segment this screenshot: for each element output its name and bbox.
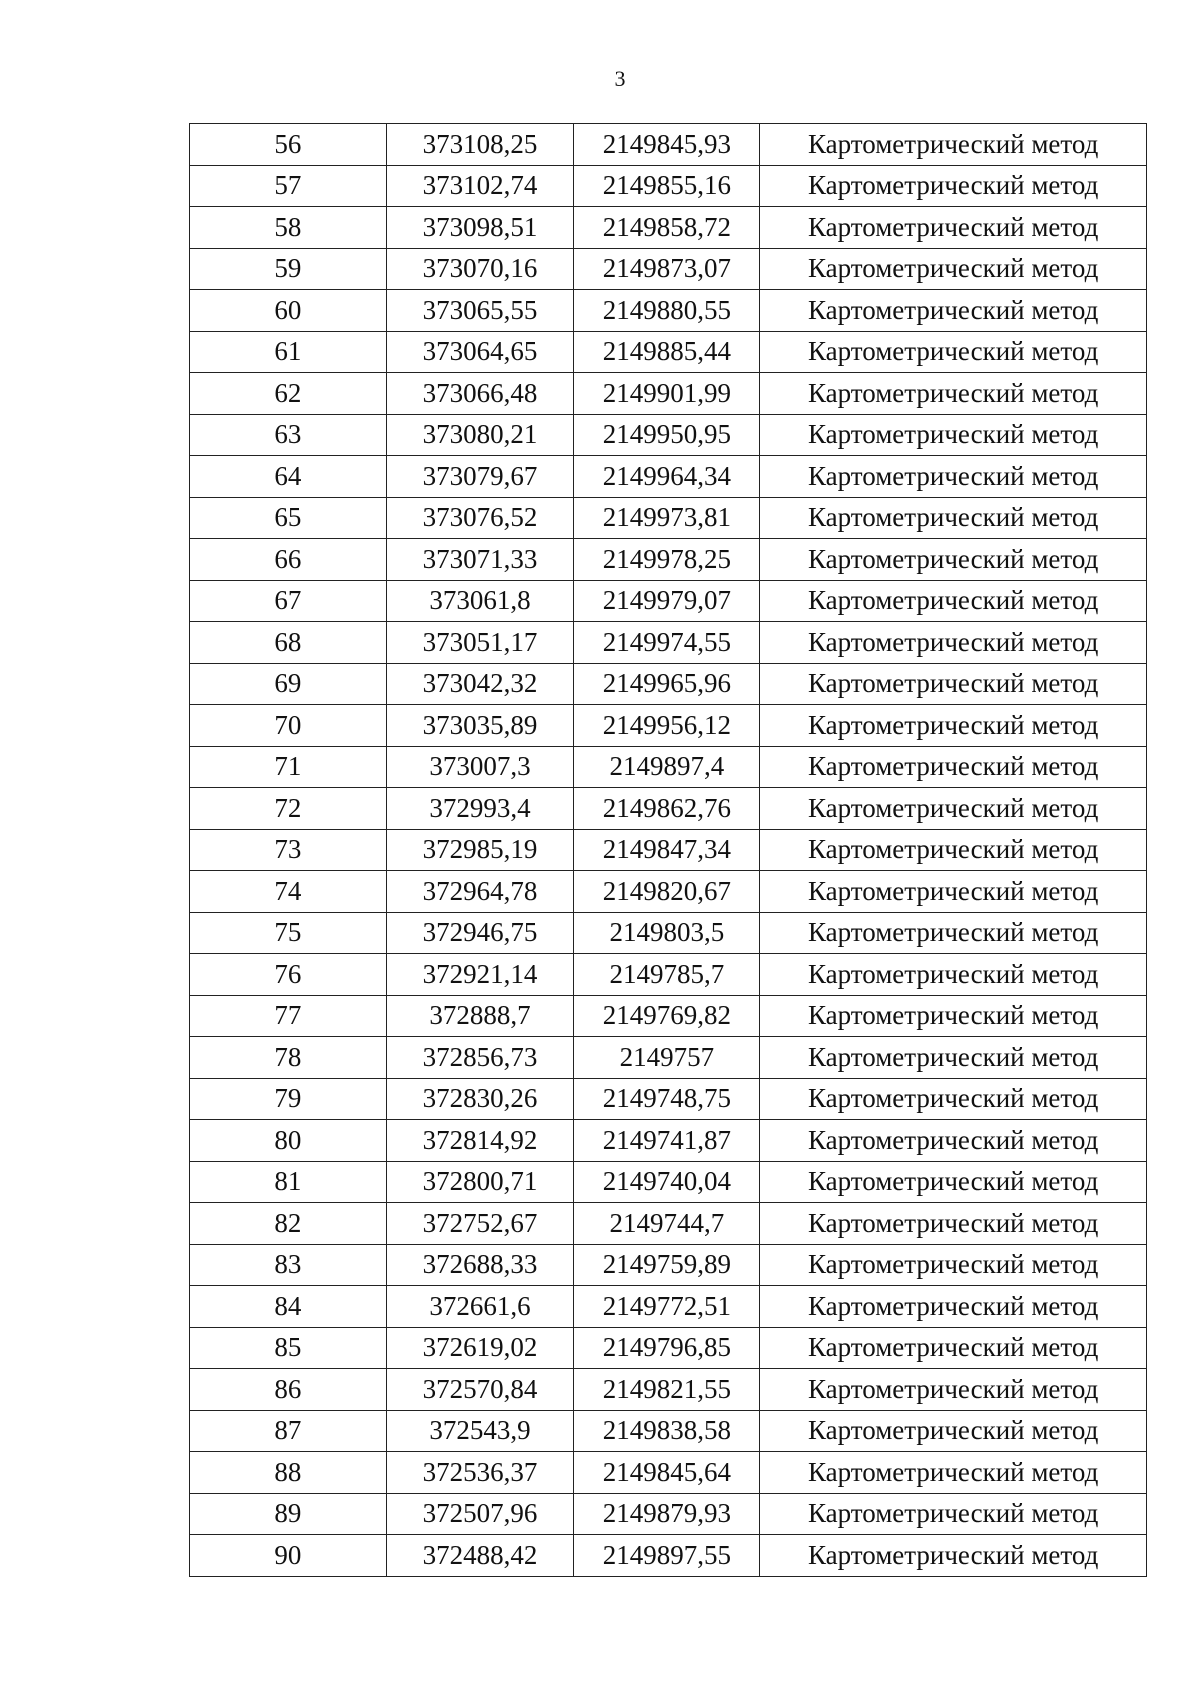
method-cell: Картометрический метод [760, 663, 1147, 705]
method-cell: Картометрический метод [760, 1327, 1147, 1369]
method-cell: Картометрический метод [760, 248, 1147, 290]
method-cell: Картометрический метод [760, 1078, 1147, 1120]
y-coordinate-cell: 2149796,85 [574, 1327, 760, 1369]
y-coordinate-cell: 2149772,51 [574, 1286, 760, 1328]
y-coordinate-cell: 2149979,07 [574, 580, 760, 622]
table-row [190, 1244, 1147, 1286]
table-row [190, 705, 1147, 747]
table-row [190, 829, 1147, 871]
point-number-cell: 73 [190, 829, 387, 871]
table-row [190, 995, 1147, 1037]
x-coordinate-cell: 372619,02 [386, 1327, 574, 1369]
table-row [190, 912, 1147, 954]
method-cell: Картометрический метод [760, 1452, 1147, 1494]
y-coordinate-cell: 2149845,64 [574, 1452, 760, 1494]
y-coordinate-cell: 2149838,58 [574, 1410, 760, 1452]
y-coordinate-cell: 2149873,07 [574, 248, 760, 290]
method-cell: Картометрический метод [760, 1037, 1147, 1079]
x-coordinate-cell: 372688,33 [386, 1244, 574, 1286]
point-number-cell: 58 [190, 207, 387, 249]
method-cell: Картометрический метод [760, 165, 1147, 207]
x-coordinate-cell: 372964,78 [386, 871, 574, 913]
method-cell: Картометрический метод [760, 124, 1147, 166]
x-coordinate-cell: 372570,84 [386, 1369, 574, 1411]
method-cell: Картометрический метод [760, 871, 1147, 913]
y-coordinate-cell: 2149803,5 [574, 912, 760, 954]
x-coordinate-cell: 373051,17 [386, 622, 574, 664]
point-number-cell: 77 [190, 995, 387, 1037]
x-coordinate-cell: 372507,96 [386, 1493, 574, 1535]
point-number-cell: 74 [190, 871, 387, 913]
page-number: 3 [614, 66, 626, 91]
point-number-cell: 60 [190, 290, 387, 332]
table-row [190, 1452, 1147, 1494]
y-coordinate-cell: 2149974,55 [574, 622, 760, 664]
point-number-cell: 66 [190, 539, 387, 581]
y-coordinate-cell: 2149880,55 [574, 290, 760, 332]
y-coordinate-cell: 2149956,12 [574, 705, 760, 747]
table-row [190, 1161, 1147, 1203]
point-number-cell: 68 [190, 622, 387, 664]
x-coordinate-cell: 373007,3 [386, 746, 574, 788]
x-coordinate-cell: 373070,16 [386, 248, 574, 290]
method-cell: Картометрический метод [760, 207, 1147, 249]
y-coordinate-cell: 2149901,99 [574, 373, 760, 415]
x-coordinate-cell: 372985,19 [386, 829, 574, 871]
y-coordinate-cell: 2149821,55 [574, 1369, 760, 1411]
point-number-cell: 86 [190, 1369, 387, 1411]
y-coordinate-cell: 2149847,34 [574, 829, 760, 871]
table-row [190, 1037, 1147, 1079]
point-number-cell: 61 [190, 331, 387, 373]
table-row [190, 207, 1147, 249]
y-coordinate-cell: 2149858,72 [574, 207, 760, 249]
method-cell: Картометрический метод [760, 1286, 1147, 1328]
point-number-cell: 81 [190, 1161, 387, 1203]
y-coordinate-cell: 2149845,93 [574, 124, 760, 166]
x-coordinate-cell: 372921,14 [386, 954, 574, 996]
method-cell: Картометрический метод [760, 1161, 1147, 1203]
method-cell: Картометрический метод [760, 290, 1147, 332]
y-coordinate-cell: 2149744,7 [574, 1203, 760, 1245]
table-row [190, 456, 1147, 498]
y-coordinate-cell: 2149973,81 [574, 497, 760, 539]
point-number-cell: 83 [190, 1244, 387, 1286]
table-row [190, 248, 1147, 290]
point-number-cell: 59 [190, 248, 387, 290]
x-coordinate-cell: 372993,4 [386, 788, 574, 830]
x-coordinate-cell: 373080,21 [386, 414, 574, 456]
y-coordinate-cell: 2149950,95 [574, 414, 760, 456]
point-number-cell: 70 [190, 705, 387, 747]
x-coordinate-cell: 373076,52 [386, 497, 574, 539]
y-coordinate-cell: 2149820,67 [574, 871, 760, 913]
method-cell: Картометрический метод [760, 1369, 1147, 1411]
method-cell: Картометрический метод [760, 995, 1147, 1037]
point-number-cell: 71 [190, 746, 387, 788]
table-row [190, 414, 1147, 456]
table-row [190, 746, 1147, 788]
point-number-cell: 79 [190, 1078, 387, 1120]
x-coordinate-cell: 373042,32 [386, 663, 574, 705]
point-number-cell: 65 [190, 497, 387, 539]
point-number-cell: 57 [190, 165, 387, 207]
method-cell: Картометрический метод [760, 497, 1147, 539]
x-coordinate-cell: 372543,9 [386, 1410, 574, 1452]
x-coordinate-cell: 372856,73 [386, 1037, 574, 1079]
table-row [190, 1286, 1147, 1328]
point-number-cell: 89 [190, 1493, 387, 1535]
method-cell: Картометрический метод [760, 580, 1147, 622]
method-cell: Картометрический метод [760, 788, 1147, 830]
point-number-cell: 78 [190, 1037, 387, 1079]
method-cell: Картометрический метод [760, 954, 1147, 996]
x-coordinate-cell: 373035,89 [386, 705, 574, 747]
table-row [190, 1493, 1147, 1535]
method-cell: Картометрический метод [760, 705, 1147, 747]
point-number-cell: 72 [190, 788, 387, 830]
method-cell: Картометрический метод [760, 1244, 1147, 1286]
y-coordinate-cell: 2149748,75 [574, 1078, 760, 1120]
x-coordinate-cell: 373079,67 [386, 456, 574, 498]
y-coordinate-cell: 2149759,89 [574, 1244, 760, 1286]
point-number-cell: 85 [190, 1327, 387, 1369]
y-coordinate-cell: 2149978,25 [574, 539, 760, 581]
x-coordinate-cell: 373108,25 [386, 124, 574, 166]
y-coordinate-cell: 2149785,7 [574, 954, 760, 996]
y-coordinate-cell: 2149897,55 [574, 1535, 760, 1577]
point-number-cell: 75 [190, 912, 387, 954]
point-number-cell: 56 [190, 124, 387, 166]
point-number-cell: 80 [190, 1120, 387, 1162]
x-coordinate-cell: 372488,42 [386, 1535, 574, 1577]
table-row [190, 663, 1147, 705]
point-number-cell: 84 [190, 1286, 387, 1328]
y-coordinate-cell: 2149879,93 [574, 1493, 760, 1535]
method-cell: Картометрический метод [760, 1493, 1147, 1535]
point-number-cell: 88 [190, 1452, 387, 1494]
table-row [190, 165, 1147, 207]
x-coordinate-cell: 373071,33 [386, 539, 574, 581]
table-row [190, 1327, 1147, 1369]
table-row [190, 1203, 1147, 1245]
y-coordinate-cell: 2149862,76 [574, 788, 760, 830]
table-row [190, 539, 1147, 581]
point-number-cell: 69 [190, 663, 387, 705]
y-coordinate-cell: 2149855,16 [574, 165, 760, 207]
method-cell: Картометрический метод [760, 373, 1147, 415]
method-cell: Картометрический метод [760, 1410, 1147, 1452]
table-row [190, 580, 1147, 622]
table-row [190, 788, 1147, 830]
table-row [190, 1078, 1147, 1120]
table-row [190, 331, 1147, 373]
table-row [190, 871, 1147, 913]
method-cell: Картометрический метод [760, 746, 1147, 788]
coordinates-table-body [190, 124, 1147, 1577]
x-coordinate-cell: 372661,6 [386, 1286, 574, 1328]
method-cell: Картометрический метод [760, 414, 1147, 456]
coordinates-table [189, 123, 1147, 1577]
table-row [190, 1410, 1147, 1452]
x-coordinate-cell: 373064,65 [386, 331, 574, 373]
y-coordinate-cell: 2149897,4 [574, 746, 760, 788]
table-row [190, 290, 1147, 332]
x-coordinate-cell: 373061,8 [386, 580, 574, 622]
x-coordinate-cell: 372536,37 [386, 1452, 574, 1494]
table-row [190, 622, 1147, 664]
table-row [190, 1120, 1147, 1162]
method-cell: Картометрический метод [760, 912, 1147, 954]
method-cell: Картометрический метод [760, 1535, 1147, 1577]
y-coordinate-cell: 2149885,44 [574, 331, 760, 373]
point-number-cell: 64 [190, 456, 387, 498]
x-coordinate-cell: 373065,55 [386, 290, 574, 332]
y-coordinate-cell: 2149741,87 [574, 1120, 760, 1162]
method-cell: Картометрический метод [760, 1120, 1147, 1162]
x-coordinate-cell: 372888,7 [386, 995, 574, 1037]
method-cell: Картометрический метод [760, 456, 1147, 498]
method-cell: Картометрический метод [760, 539, 1147, 581]
x-coordinate-cell: 372946,75 [386, 912, 574, 954]
method-cell: Картометрический метод [760, 1203, 1147, 1245]
y-coordinate-cell: 2149769,82 [574, 995, 760, 1037]
table-row [190, 954, 1147, 996]
method-cell: Картометрический метод [760, 622, 1147, 664]
y-coordinate-cell: 2149964,34 [574, 456, 760, 498]
x-coordinate-cell: 373066,48 [386, 373, 574, 415]
table-row [190, 373, 1147, 415]
point-number-cell: 87 [190, 1410, 387, 1452]
y-coordinate-cell: 2149740,04 [574, 1161, 760, 1203]
table-row [190, 497, 1147, 539]
x-coordinate-cell: 372830,26 [386, 1078, 574, 1120]
x-coordinate-cell: 372752,67 [386, 1203, 574, 1245]
point-number-cell: 90 [190, 1535, 387, 1577]
point-number-cell: 67 [190, 580, 387, 622]
x-coordinate-cell: 373098,51 [386, 207, 574, 249]
y-coordinate-cell: 2149965,96 [574, 663, 760, 705]
y-coordinate-cell: 2149757 [574, 1037, 760, 1079]
table-row [190, 1369, 1147, 1411]
x-coordinate-cell: 372814,92 [386, 1120, 574, 1162]
point-number-cell: 62 [190, 373, 387, 415]
table-row [190, 1535, 1147, 1577]
point-number-cell: 63 [190, 414, 387, 456]
method-cell: Картометрический метод [760, 829, 1147, 871]
x-coordinate-cell: 373102,74 [386, 165, 574, 207]
x-coordinate-cell: 372800,71 [386, 1161, 574, 1203]
table-row [190, 124, 1147, 166]
method-cell: Картометрический метод [760, 331, 1147, 373]
point-number-cell: 76 [190, 954, 387, 996]
point-number-cell: 82 [190, 1203, 387, 1245]
